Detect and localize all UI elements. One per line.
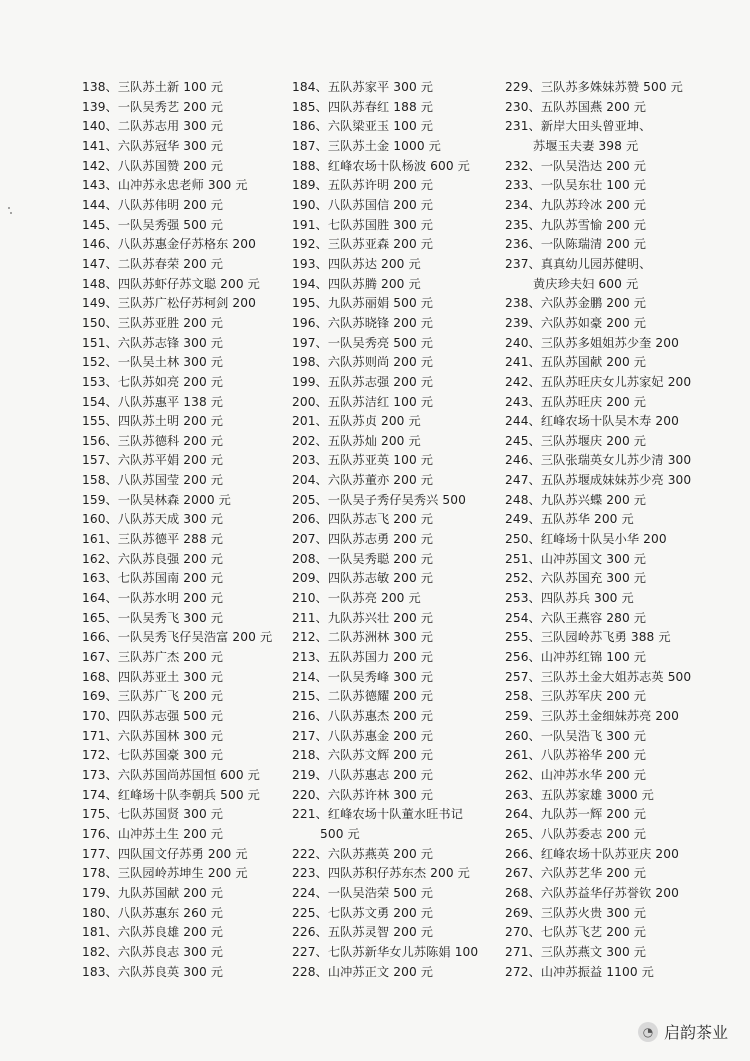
list-item: 225、七队苏文勇 200 元 (292, 905, 434, 920)
list-item: 207、四队苏志勇 200 元 (292, 532, 434, 547)
list-item: 241、五队苏国献 200 元 (505, 355, 647, 370)
list-item: 149、三队苏广松仔苏柯剑 200 (82, 296, 256, 311)
list-item: 224、一队吴浩荣 500 元 (292, 885, 434, 900)
list-item: 210、一队苏亮 200 元 (292, 591, 421, 606)
list-item: 261、八队苏裕华 200 元 (505, 748, 647, 763)
list-column-2 (292, 78, 502, 982)
list-item: 231、新岸大田头曾亚坤、 (505, 119, 652, 134)
list-item: 201、五队苏贞 200 元 (292, 414, 421, 429)
list-item: 197、一队吴秀亮 500 元 (292, 335, 434, 350)
list-item: 176、山冲苏土生 200 元 (82, 826, 224, 841)
list-item: 265、八队苏委志 200 元 (505, 826, 647, 841)
list-item: 254、六队王燕容 280 元 (505, 610, 647, 625)
list-item: 258、三队苏军庆 200 元 (505, 689, 647, 704)
scan-speck (10, 212, 12, 214)
list-item: 266、红峰农场十队苏亚庆 200 (505, 846, 679, 861)
list-item: 236、一队陈瑞清 200 元 (505, 237, 647, 252)
list-item: 216、八队苏惠杰 200 元 (292, 709, 434, 723)
list-item: 158、八队苏国莹 200 元 (82, 473, 224, 488)
list-item: 229、三队苏多姝妹苏赞 500 元 (505, 80, 683, 94)
list-item: 272、山冲苏振益 1100 元 (505, 964, 654, 979)
list-item: 192、三队苏亚森 200 元 (292, 237, 434, 252)
list-item: 264、九队苏一辉 200 元 (505, 807, 647, 822)
list-item: 248、九队苏兴蝶 200 元 (505, 492, 647, 507)
list-item: 244、红峰农场十队吴木寿 200 (505, 414, 679, 429)
list-item: 195、九队苏丽娟 500 元 (292, 296, 434, 311)
list-item: 203、五队苏亚英 100 元 (292, 453, 434, 468)
list-item: 247、五队苏堰成妹妹苏少亮 300 (505, 473, 692, 488)
list-item: 211、九队苏兴壮 200 元 (292, 610, 434, 625)
list-item: 256、山冲苏红锦 100 元 (505, 650, 647, 665)
list-item: 155、四队苏土明 200 元 (82, 414, 224, 429)
list-item: 221、红峰农场十队董水旺书记 (292, 807, 464, 822)
list-item: 146、八队苏惠金仔苏格东 200 (82, 237, 256, 252)
list-item: 219、八队苏惠志 200 元 (292, 767, 434, 782)
list-item: 204、六队苏董亦 200 元 (292, 473, 434, 488)
list-item: 150、三队苏亚胜 200 元 (82, 315, 224, 330)
list-item: 260、一队吴浩飞 300 元 (505, 728, 647, 743)
list-item: 170、四队苏志强 500 元 (82, 709, 224, 723)
list-item: 165、一队吴秀飞 300 元 (82, 610, 224, 625)
list-item: 156、三队苏德科 200 元 (82, 433, 224, 448)
list-item: 251、山冲苏国文 300 元 (505, 551, 647, 566)
list-item: 199、五队苏志强 200 元 (292, 374, 434, 389)
list-item: 145、一队吴秀强 500 元 (82, 217, 224, 232)
list-item: 217、八队苏惠金 200 元 (292, 728, 434, 743)
list-item: 218、六队苏文辉 200 元 (292, 748, 434, 763)
list-item: 144、八队苏伟明 200 元 (82, 197, 224, 212)
list-item: 222、六队苏燕英 200 元 (292, 846, 434, 861)
list-item: 175、七队苏国贤 300 元 (82, 807, 224, 822)
list-item: 259、三队苏土金细妹苏亮 200 (505, 709, 679, 723)
list-item: 147、二队苏春荣 200 元 (82, 256, 224, 271)
list-item: 255、三队园岭苏飞勇 388 元 (505, 630, 671, 645)
list-item: 151、六队苏志锋 300 元 (82, 335, 224, 350)
list-item: 190、八队苏国信 200 元 (292, 197, 434, 212)
list-item: 166、一队吴秀飞仔吴浩富 200 元 (82, 630, 273, 645)
list-item: 183、六队苏良英 300 元 (82, 964, 224, 979)
list-item: 250、红峰场十队吴小华 200 (505, 532, 667, 547)
list-item: 193、四队苏达 200 元 (292, 256, 421, 271)
scan-speck (8, 207, 10, 209)
list-item: 230、五队苏国燕 200 元 (505, 99, 647, 114)
list-item: 242、五队苏旺庆女儿苏家妃 200 (505, 374, 692, 389)
list-item: 180、八队苏惠东 260 元 (82, 905, 224, 920)
list-item: 206、四队苏志飞 200 元 (292, 512, 434, 527)
list-item: 246、三队张瑞英女儿苏少清 300 (505, 453, 692, 468)
list-item: 220、六队苏许林 300 元 (292, 787, 434, 802)
list-item: 187、三队苏土金 1000 元 (292, 138, 441, 153)
list-item: 234、九队苏玲冰 200 元 (505, 197, 647, 212)
list-item: 232、一队吴浩达 200 元 (505, 158, 647, 173)
list-item: 174、红峰场十队李朝兵 500 元 (82, 787, 260, 802)
list-item: 苏堰玉夫妻 398 元 (533, 138, 639, 153)
list-item: 257、三队苏土金大姐苏志英 500 (505, 669, 692, 684)
list-column-1 (82, 78, 287, 982)
list-item: 240、三队苏多姐姐苏少奎 200 (505, 335, 679, 350)
list-item: 162、六队苏良强 200 元 (82, 551, 224, 566)
list-item: 196、六队苏晓锋 200 元 (292, 315, 434, 330)
list-item: 169、三队苏广飞 200 元 (82, 689, 224, 704)
watermark (638, 1020, 728, 1043)
list-item: 252、六队苏国充 300 元 (505, 571, 647, 586)
watermark-text: 启韵茶业 (663, 1023, 728, 1042)
list-item: 238、六队苏金鹏 200 元 (505, 296, 647, 311)
list-item: 188、红峰农场十队杨波 600 元 (292, 158, 470, 173)
list-item: 164、一队苏水明 200 元 (82, 591, 224, 606)
list-item: 212、二队苏洲林 300 元 (292, 630, 434, 645)
list-item: 143、山冲苏永忠老师 300 元 (82, 178, 248, 193)
list-item: 179、九队苏国献 200 元 (82, 885, 224, 900)
list-item: 209、四队苏志敏 200 元 (292, 571, 434, 586)
list-item: 243、五队苏旺庆 200 元 (505, 394, 647, 409)
list-item: 227、七队苏新华女儿苏陈娟 100 (292, 944, 479, 959)
list-item: 159、一队吴林森 2000 元 (82, 492, 231, 507)
list-item: 263、五队苏家雄 3000 元 (505, 787, 654, 802)
list-item: 173、六队苏国尚苏国恒 600 元 (82, 767, 260, 782)
list-item: 208、一队吴秀聪 200 元 (292, 551, 434, 566)
list-item: 181、六队苏良雄 200 元 (82, 925, 224, 940)
list-item: 182、六队苏良志 300 元 (82, 944, 224, 959)
list-item: 194、四队苏腾 200 元 (292, 276, 421, 291)
list-item: 213、五队苏国力 200 元 (292, 650, 434, 665)
list-item: 178、三队园岭苏坤生 200 元 (82, 866, 248, 881)
list-item: 262、山冲苏水华 200 元 (505, 767, 647, 782)
list-item: 138、三队苏土新 100 元 (82, 80, 224, 94)
list-item: 185、四队苏春红 188 元 (292, 99, 434, 114)
list-item: 269、三队苏火贵 300 元 (505, 905, 647, 920)
list-item: 186、六队梁亚玉 100 元 (292, 119, 434, 134)
list-item: 184、五队苏家平 300 元 (292, 80, 434, 94)
list-item: 205、一队吴子秀仔吴秀兴 500 (292, 492, 466, 507)
list-item: 249、五队苏华 200 元 (505, 512, 634, 527)
list-item: 177、四队国文仔苏勇 200 元 (82, 846, 248, 861)
list-item: 235、九队苏雪愉 200 元 (505, 217, 647, 232)
list-item: 141、六队苏冠华 300 元 (82, 138, 224, 153)
list-item: 160、八队苏天成 300 元 (82, 512, 224, 527)
list-item: 黄庆珍夫妇 600 元 (533, 276, 639, 291)
list-item: 228、山冲苏正文 200 元 (292, 964, 434, 979)
list-item: 153、七队苏如亮 200 元 (82, 374, 224, 389)
list-item: 191、七队苏国胜 300 元 (292, 217, 434, 232)
list-item: 167、三队苏广杰 200 元 (82, 650, 224, 665)
list-item: 245、三队苏堰庆 200 元 (505, 433, 647, 448)
list-item: 140、二队苏志用 300 元 (82, 119, 224, 134)
list-item: 154、八队苏惠平 138 元 (82, 394, 224, 409)
list-item: 226、五队苏灵智 200 元 (292, 925, 434, 940)
list-item: 270、七队苏飞艺 200 元 (505, 925, 647, 940)
list-item: 163、七队苏国南 200 元 (82, 571, 224, 586)
list-item: 215、二队苏德耀 200 元 (292, 689, 434, 704)
list-item: 161、三队苏德平 288 元 (82, 532, 224, 547)
list-item: 214、一队吴秀峰 300 元 (292, 669, 434, 684)
list-item: 233、一队吴东壮 100 元 (505, 178, 647, 193)
wechat-icon: ◔ (638, 1022, 658, 1042)
list-item: 168、四队苏亚土 300 元 (82, 669, 224, 684)
list-item: 139、一队吴秀艺 200 元 (82, 99, 224, 114)
list-item: 198、六队苏则尚 200 元 (292, 355, 434, 370)
list-item: 223、四队苏积仔苏东杰 200 元 (292, 866, 470, 881)
list-item: 500 元 (320, 826, 360, 841)
list-item: 267、六队苏艺华 200 元 (505, 866, 647, 881)
list-item: 271、三队苏燕文 300 元 (505, 944, 647, 959)
list-item: 172、七队苏国豪 300 元 (82, 748, 224, 763)
list-item: 171、六队苏国林 300 元 (82, 728, 224, 743)
list-item: 253、四队苏兵 300 元 (505, 591, 634, 606)
list-item: 239、六队苏如豪 200 元 (505, 315, 647, 330)
list-item: 189、五队苏许明 200 元 (292, 178, 434, 193)
list-item: 237、真真幼儿园苏健明、 (505, 256, 652, 271)
list-item: 268、六队苏益华仔苏誉钦 200 (505, 885, 679, 900)
list-item: 152、一队吴土林 300 元 (82, 355, 224, 370)
list-item: 142、八队苏国赞 200 元 (82, 158, 224, 173)
list-item: 148、四队苏虾仔苏文聪 200 元 (82, 276, 260, 291)
list-item: 200、五队苏洁红 100 元 (292, 394, 434, 409)
list-item: 202、五队苏灿 200 元 (292, 433, 421, 448)
list-column-3 (505, 78, 745, 982)
list-item: 157、六队苏平娟 200 元 (82, 453, 224, 468)
